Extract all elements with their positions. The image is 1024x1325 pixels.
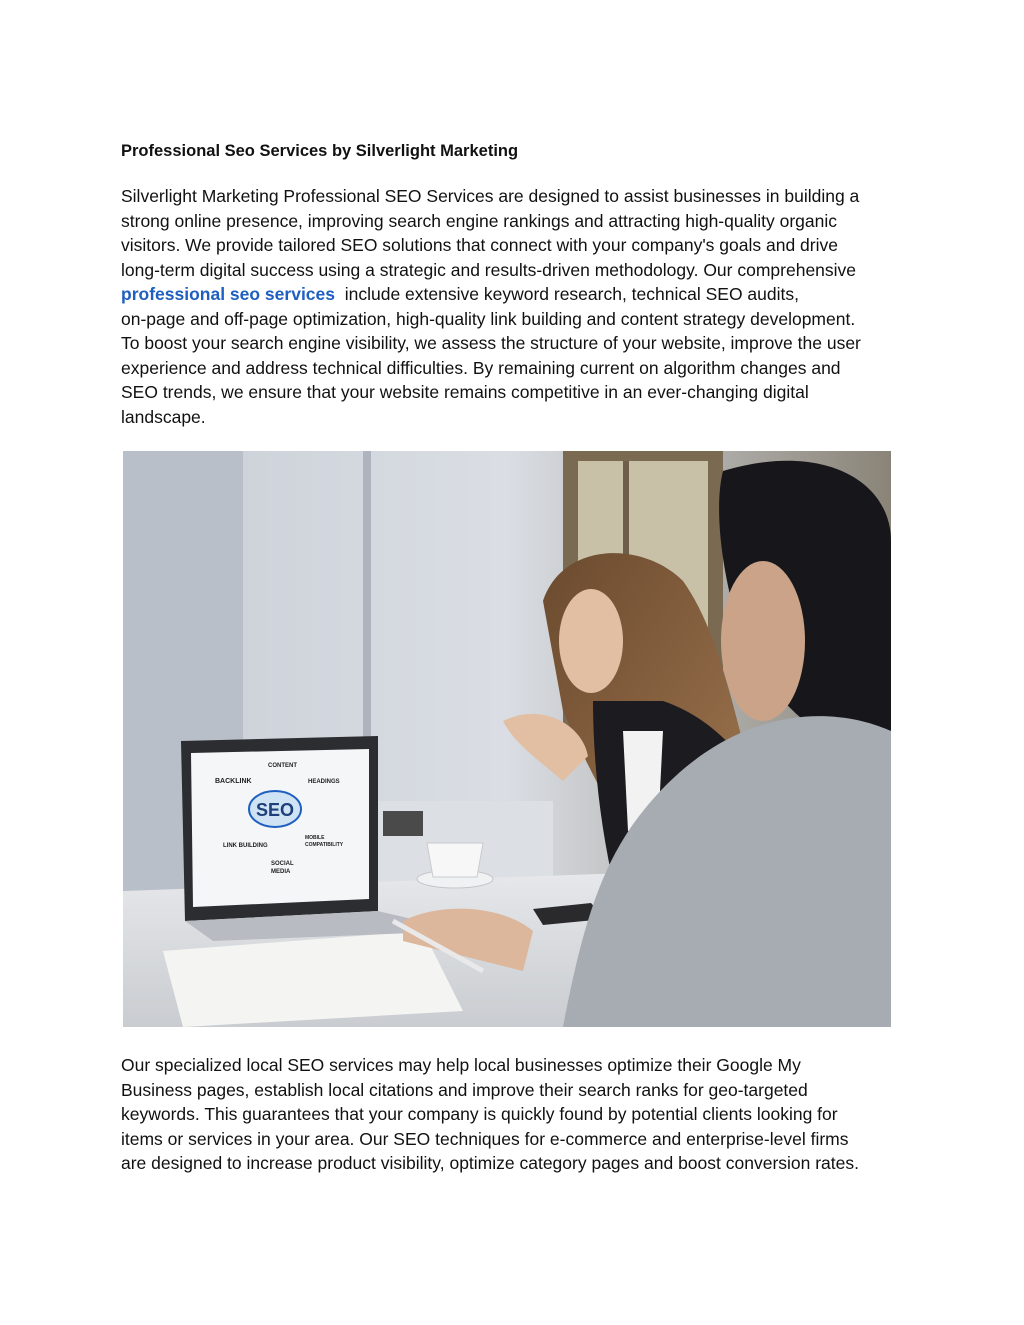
- paragraph-line: long-term digital success using a strategic and results-driven methodology. Our comprehensive: [121, 259, 857, 280]
- paragraph-line: Business pages, establish local citations and improve their search ranks for geo-targeted: [121, 1079, 808, 1100]
- screen-label-content: CONTENT: [268, 763, 297, 769]
- paragraph-line-text: include extensive keyword research, technical SEO audits,: [344, 284, 799, 304]
- paragraph-line: To boost your search engine visibility, we assess the structure of your website, improve the user: [121, 333, 861, 353]
- local-seo-paragraph: [121, 1053, 921, 1176]
- paragraph-line: on-page and off-page optimization, high-quality link building and content strategy development.: [121, 308, 856, 329]
- screen-label-link-building: LINK BUILDING: [223, 843, 268, 849]
- intro-paragraph: [121, 184, 921, 429]
- coffee-cup: [427, 843, 483, 877]
- paragraph-line: landscape.: [121, 406, 206, 427]
- paragraph-line: SEO trends, we ensure that your website remains competitive in an ever-changing digital: [121, 382, 809, 402]
- document-title: Professional Seo Services by Silverlight Marketing: [121, 142, 519, 160]
- paragraph-line: items or services in your area. Our SEO techniques for e-commerce and enterprise-level firms: [121, 1128, 849, 1149]
- paragraph-line: keywords. This guarantees that your company is quickly found by potential clients looking for: [121, 1104, 838, 1124]
- paragraph-line: experience and address technical difficulties. By remaining current on algorithm changes and: [121, 357, 841, 378]
- paragraph-line: Our specialized local SEO services may help local businesses optimize their Google My: [121, 1055, 801, 1075]
- paragraph-line: Silverlight Marketing Professional SEO Services are designed to assist businesses in building a: [121, 186, 860, 206]
- foreground-face: [721, 561, 805, 721]
- paragraph-line: strong online presence, improving search engine rankings and attracting high-quality organic: [121, 210, 837, 231]
- screen-label-headings: HEADINGS: [308, 779, 340, 785]
- paragraph-line: are designed to increase product visibility, optimize category pages and boost conversion rates.: [121, 1153, 859, 1173]
- screen-label-media: MEDIA: [271, 869, 291, 875]
- paragraph-line-with-link: [121, 282, 921, 307]
- professional-seo-services-link[interactable]: professional seo services: [121, 284, 335, 304]
- seo-cloud-label: SEO: [255, 800, 295, 820]
- screen-label-backlink: BACKLINK: [215, 778, 252, 785]
- screen-label-mobile: MOBILE: [305, 835, 325, 841]
- screen-label-compatibility: COMPATIBILITY: [305, 842, 344, 848]
- laptop-screen: [191, 749, 369, 907]
- seo-meeting-photo: [123, 451, 891, 1027]
- paragraph-line: visitors. We provide tailored SEO solutions that connect with your company's goals and drive: [121, 235, 838, 255]
- woman-face: [559, 589, 623, 693]
- screen-label-social: SOCIAL: [271, 861, 294, 867]
- wall-outlet: [383, 811, 423, 836]
